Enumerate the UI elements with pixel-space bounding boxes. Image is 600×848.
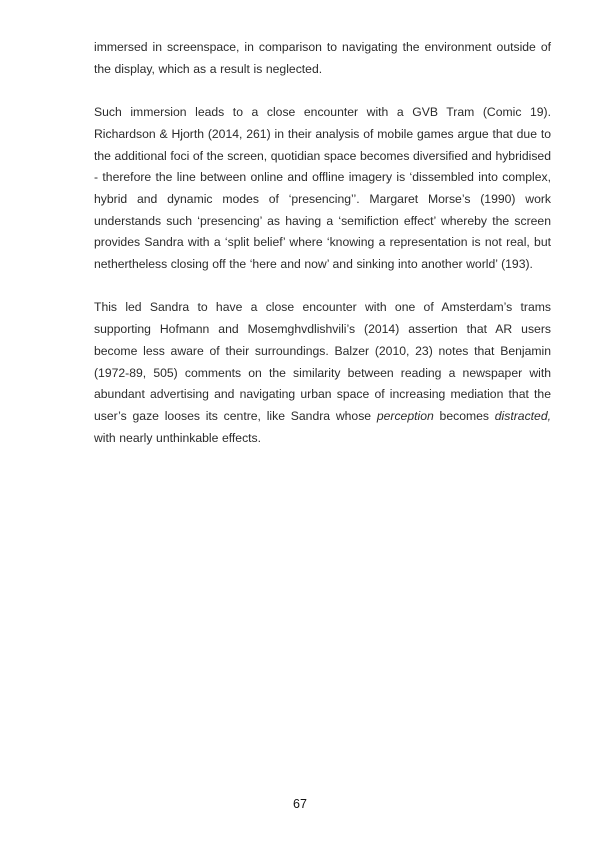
paragraph-2-text: Such immersion leads to a close encounter with a GVB Tram (Comic 19). Richardson & Hjorth (2014, 261) in their analysis of mobile games argue that due to the additional foci of the screen, quotidian space becomes diversified and hybridised - therefore the line between online and offline imagery is ‘dissembled into complex, hybrid and dynamic modes of ‘presencing’’. Margaret Morse’s (1990) work understands such ‘presencing’ as having a ‘semifiction effect’ whereby the screen provides Sandra with a ‘split belief’ where ‘knowing a representation is not real, but nethertheless closing off the ‘here and now’ and sinking into another world’ (193).	[94, 105, 551, 272]
paragraph-3-text-2: becomes	[433, 408, 495, 423]
italic-distracted: distracted,	[494, 408, 551, 423]
paragraph-3-text-3: with nearly unthinkable effects.	[94, 430, 262, 445]
italic-perception: perception	[376, 408, 434, 423]
paragraph-1	[94, 37, 551, 80]
paragraph-2	[94, 102, 551, 276]
paragraph-3	[94, 297, 551, 449]
body-text	[94, 37, 551, 471]
paragraph-1-text: immersed in screenspace, in comparison to navigating the environment outside of the display, which as a result is neglected.	[94, 40, 551, 76]
paragraph-3-text: This led Sandra to have a close encounter with one of Amsterdam’s trams supporting Hofmann and Mosemghvdlishvili’s (2014) assertion that AR users become less aware of their surroundings. Balzer (2010, 23) notes that Benjamin (1972-89, 505) comments on the similarity between reading a newspaper with abundant advertising and navigating urban space of increasing mediation that the user’s gaze looses its centre, like Sandra whose	[94, 300, 551, 423]
page-number: 67	[293, 797, 307, 811]
